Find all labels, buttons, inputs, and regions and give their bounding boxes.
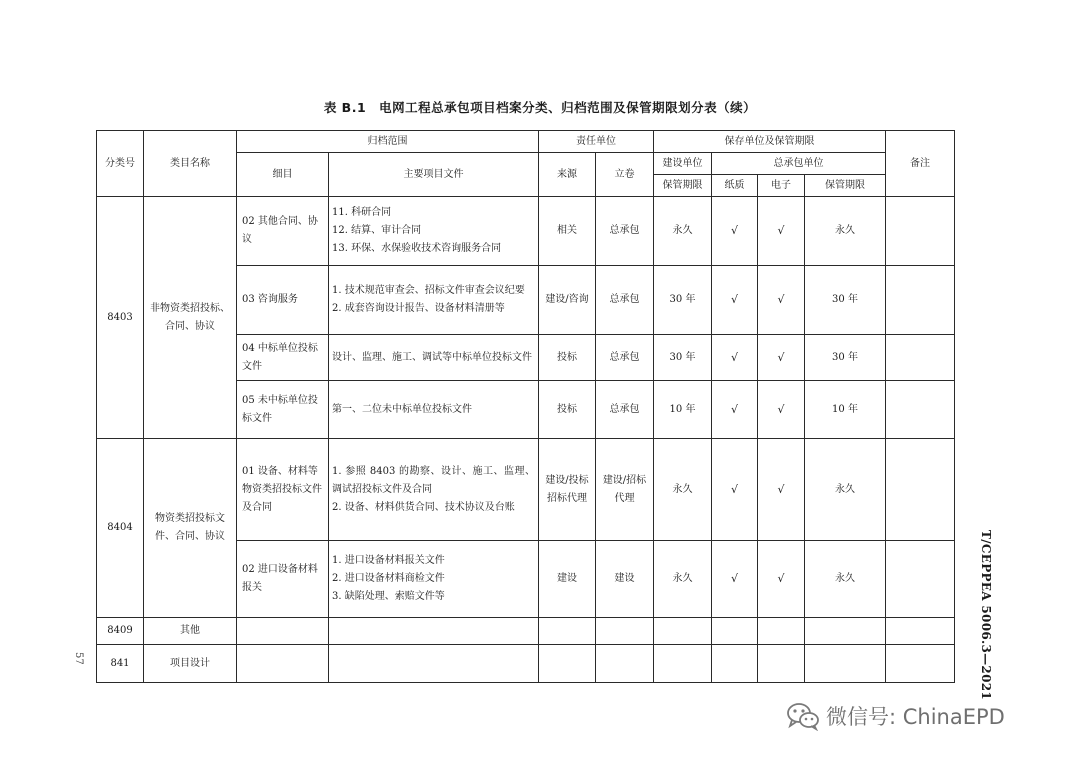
category-code: 8409	[97, 618, 144, 645]
item-name: 02 其他合同、协议	[242, 216, 318, 245]
page-number: 57	[73, 652, 84, 665]
file-line: 第一、二位未中标单位投标文件	[332, 403, 472, 415]
item-name: 01 设备、材料等物资类招投标文件及合同	[242, 465, 322, 513]
electronic-check-icon: √	[758, 335, 805, 381]
header-item: 细目	[237, 153, 329, 197]
filing-cell: 总承包	[596, 197, 654, 266]
remarks-cell	[886, 197, 955, 266]
file-line: 2. 进口设备材料商检文件	[332, 573, 445, 584]
file-line: 2. 设备、材料供货合同、技术协议及台账	[332, 501, 515, 513]
builder-period-cell: 永久	[654, 197, 712, 266]
category-name: 物资类招投标文件、合同、协议	[144, 439, 237, 618]
electronic-check-icon: √	[758, 381, 805, 439]
filing-cell: 总承包	[596, 381, 654, 439]
header-electronic: 电子	[758, 175, 805, 197]
item-name: 04 中标单位投标文件	[242, 342, 318, 372]
table-row	[97, 618, 955, 645]
header-remarks: 备注	[886, 131, 955, 197]
item-name: 05 未中标单位投标文件	[242, 394, 318, 424]
table-row	[97, 439, 955, 541]
file-line: 2. 成套咨询设计报告、设备材料清册等	[332, 303, 505, 314]
header-paper: 纸质	[712, 175, 758, 197]
header-filing: 立卷	[596, 153, 654, 197]
category-name: 项目设计	[144, 645, 237, 683]
header-contractor: 总承包单位	[712, 153, 886, 175]
item-name: 02 进口设备材料报关	[242, 564, 318, 593]
electronic-check-icon: √	[758, 197, 805, 266]
builder-period-cell: 30 年	[654, 335, 712, 381]
file-line: 1. 进口设备材料报关文件	[332, 555, 445, 566]
file-line: 设计、监理、施工、调试等中标单位投标文件	[332, 351, 532, 363]
watermark	[786, 698, 1056, 734]
header-category: 类目名称	[144, 131, 237, 197]
category-code: 8403	[97, 197, 144, 439]
electronic-check-icon: √	[758, 266, 805, 335]
contractor-period-cell: 永久	[805, 541, 886, 618]
remarks-cell	[886, 381, 955, 439]
source-cell: 投标	[539, 335, 596, 381]
paper-check-icon: √	[712, 266, 758, 335]
table-row	[97, 197, 955, 266]
contractor-period-cell: 30 年	[805, 335, 886, 381]
contractor-period-cell: 永久	[805, 197, 886, 266]
file-line: 12. 结算、审计合同	[332, 225, 422, 236]
category-code: 841	[97, 645, 144, 683]
header-files: 主要项目文件	[329, 153, 539, 197]
paper-check-icon: √	[712, 335, 758, 381]
category-code: 8404	[97, 439, 144, 618]
source-cell: 建设/咨询	[539, 266, 596, 335]
standard-code: T/CEPPEA 5006.3—2021	[979, 530, 993, 701]
table-row	[97, 645, 955, 683]
archive-classification-table	[96, 130, 955, 683]
remarks-cell	[886, 541, 955, 618]
header-code: 分类号	[97, 131, 144, 197]
builder-period-cell: 永久	[654, 439, 712, 541]
category-name: 其他	[144, 618, 237, 645]
builder-period-cell: 30 年	[654, 266, 712, 335]
remarks-cell	[886, 266, 955, 335]
item-name: 03 咨询服务	[242, 294, 298, 305]
source-cell: 建设	[539, 541, 596, 618]
paper-check-icon: √	[712, 439, 758, 541]
wechat-icon	[786, 701, 820, 731]
filing-cell: 总承包	[596, 266, 654, 335]
file-line: 13. 环保、水保验收技术咨询服务合同	[332, 243, 502, 254]
electronic-check-icon: √	[758, 439, 805, 541]
paper-check-icon: √	[712, 381, 758, 439]
source-cell: 投标	[539, 381, 596, 439]
filing-cell: 建设/招标代理	[596, 439, 654, 541]
filing-cell: 总承包	[596, 335, 654, 381]
contractor-period-cell: 10 年	[805, 381, 886, 439]
source-cell: 建设/投标招标代理	[539, 439, 596, 541]
paper-check-icon: √	[712, 197, 758, 266]
header-scope: 归档范围	[237, 131, 539, 153]
file-line: 11. 科研合同	[332, 207, 392, 218]
remarks-cell	[886, 439, 955, 541]
category-name: 非物资类招投标、合同、协议	[144, 197, 237, 439]
header-responsible: 责任单位	[539, 131, 654, 153]
header-contractor-period: 保管期限	[805, 175, 886, 197]
contractor-period-cell: 永久	[805, 439, 886, 541]
header-source: 来源	[539, 153, 596, 197]
builder-period-cell: 10 年	[654, 381, 712, 439]
builder-period-cell: 永久	[654, 541, 712, 618]
file-line: 3. 缺陷处理、索赔文件等	[332, 591, 445, 602]
electronic-check-icon: √	[758, 541, 805, 618]
table-title: 表 B.1 电网工程总承包项目档案分类、归档范围及保管期限划分表（续）	[323, 100, 757, 115]
file-line: 1. 技术规范审查会、招标文件审查会议纪要	[332, 285, 525, 296]
contractor-period-cell: 30 年	[805, 266, 886, 335]
watermark-text: 微信号: ChinaEPD	[826, 705, 1005, 729]
file-line: 1. 参照 8403 的勘察、设计、施工、监理、调试招投标文件及合同	[332, 465, 535, 495]
header-builder-period: 保管期限	[654, 175, 712, 197]
remarks-cell	[886, 335, 955, 381]
paper-check-icon: √	[712, 541, 758, 618]
header-builder: 建设单位	[654, 153, 712, 175]
source-cell: 相关	[539, 197, 596, 266]
header-retention-group: 保存单位及保管期限	[654, 131, 886, 153]
filing-cell: 建设	[596, 541, 654, 618]
